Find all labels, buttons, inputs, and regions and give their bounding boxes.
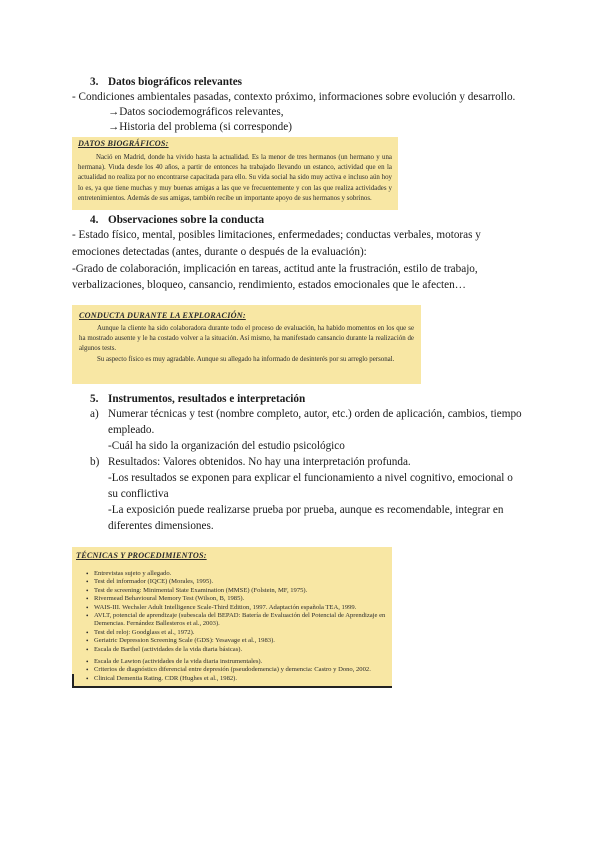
section-5-title: Instrumentos, resultados e interpretación — [108, 393, 306, 405]
techniques-list — [76, 570, 388, 683]
list-item: • Criterios de diagnóstico diferencial entre depresión (pseudodemencia) y demencia: Castro y Dono, 2002. — [86, 666, 388, 674]
item-a-line-1: Numerar técnicas y test (nombre completo, autor, etc.) orden de aplicación, cambios, tiempo — [108, 408, 522, 420]
list-item: • Escala de Lawton (actividades de la vida diaria instrumentales). — [86, 658, 388, 666]
conduct-box-title: CONDUCTA DURANTE LA EXPLORACIÓN: — [79, 311, 246, 320]
list-item: • Entrevistas sujeto y allegado. — [86, 570, 388, 578]
list-item: • Escala de Barthel (actividades de la vida diaria básicas). — [86, 646, 388, 654]
section-4-line-4: verbalizaciones, bloqueo, cansancio, rendimiento, estados emocionales que le afecten… — [72, 279, 466, 291]
list-item: • Test de screening: Minimental State Examination (MMSE) (Folstein, MF, 1975). — [86, 587, 388, 595]
list-item: • WAIS-III. Wechsler Adult Intelligence Scale-Third Edition, 1997. Adaptación española TEA, 1999. — [86, 604, 388, 612]
list-item: • AVLT, potencial de aprendizaje (subescala del BEPAD: Batería de Evaluación del Potencial de Aprendizaje en Demencias. Fernández Ballesteros et al., 2003). — [86, 612, 388, 629]
list-item: • Rivermead Behavioural Memory Test (Wilson, B, 1985). — [86, 595, 388, 603]
list-item: • Test del reloj: Goodglass et al., 1972). — [86, 629, 388, 637]
conduct-box-paragraph-2: Su aspecto físico es muy agradable. Aunque su allegado ha informado de desinterés por su arreglo personal. — [97, 355, 395, 363]
techniques-box-title: TÉCNICAS Y PROCEDIMIENTOS: — [76, 551, 207, 560]
item-a-line-2: empleado. — [108, 424, 155, 436]
item-b-sub-2: su conflictiva — [108, 488, 169, 500]
list-item: • Clinical Dementia Rating. CDR (Hughes et al., 1982). — [86, 675, 388, 683]
section-3-line-3: →Historia del problema (si corresponde) — [108, 121, 292, 133]
list-item: • Test del informador (IQCE) (Morales, 1995). — [86, 578, 388, 586]
techniques-box — [72, 547, 392, 687]
biographical-box-title: DATOS BIOGRÁFICOS: — [78, 139, 169, 148]
item-b-sub-1: -Los resultados se exponen para explicar el funcionamiento a nivel cognitivo, emocional o — [108, 472, 513, 484]
conduct-box-paragraph-1: Aunque la cliente ha sido colaboradora durante todo el proceso de evaluación, ha habido momentos en los que se ha mostrado ausente y le ha costado volver a la situación. Así mismo, ha manifestado cansancio durante la realización de algunos tests. — [79, 325, 414, 353]
section-3-line-2: →Datos sociodemográficos relevantes, — [108, 106, 284, 118]
list-item: • Geriatric Depression Screening Scale (GDS): Yesavage et al., 1983). — [86, 637, 388, 645]
conduct-box — [72, 305, 421, 384]
section-4-line-3: -Grado de colaboración, implicación en tareas, actitud ante la frustración, estilo de trabajo, — [72, 263, 478, 275]
section-4-line-2: emociones detectadas (antes, durante o después de la evaluación): — [72, 246, 367, 258]
box-bottom-rule — [72, 686, 392, 688]
item-b-line-1: Resultados: Valores obtenidos. No hay una interpretación profunda. — [108, 456, 411, 468]
biographical-box-paragraph: Nació en Madrid, donde ha vivido hasta la actualidad. Es la menor de tres hermanos (un hermano y una hermana). Viuda desde los 40 años, a partir de entonces ha trabajado llevando un estanco, actividad que en la actualidad no realiza por no encontrarse capacitada para ello. Su vida social ha sido muy activa e incluso aún hoy lo es, ya que tiene muchas y muy buenas amigas a las que ve frecuentemente y con las que realiza actividades y entretenimientos. Además de sus amigas, también recibe un importante apoyo de sus hermanos y sobrinos. — [78, 154, 392, 202]
item-b-marker: b) — [90, 456, 100, 468]
section-3-title: Datos biográficos relevantes — [108, 76, 243, 88]
section-4-title: Observaciones sobre la conducta — [108, 214, 265, 226]
biographical-data-box — [72, 137, 398, 210]
section-4-line-1: - Estado físico, mental, posibles limitaciones, enfermedades; conductas verbales, motoras y — [72, 229, 481, 241]
item-a-marker: a) — [90, 408, 99, 420]
item-b-sub-4: diferentes dimensiones. — [108, 520, 214, 532]
section-4-number: 4. — [90, 214, 99, 226]
item-b-sub-3: -La exposición puede realizarse prueba por prueba, aunque es recomendable, integrar en — [108, 504, 504, 516]
section-3-line-1: - Condiciones ambientales pasadas, contexto próximo, informaciones sobre evolución y desarrollo. — [72, 91, 516, 103]
section-5-number: 5. — [90, 393, 99, 405]
section-3-number: 3. — [90, 76, 99, 88]
item-a-sub-1: -Cuál ha sido la organización del estudio psicológico — [108, 440, 345, 452]
